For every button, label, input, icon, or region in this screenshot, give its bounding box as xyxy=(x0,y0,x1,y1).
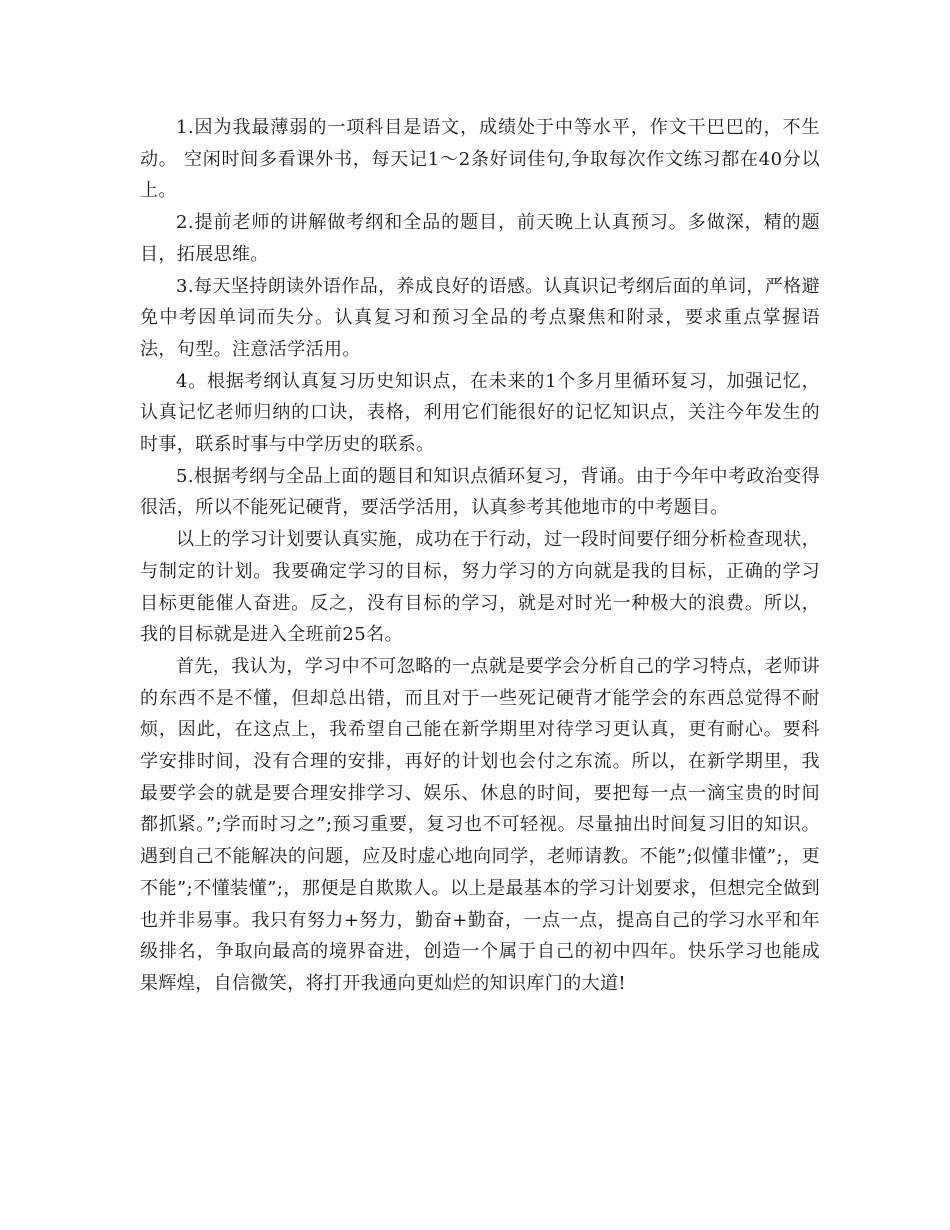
paragraph-5-politics: 5.根据考纲与全品上面的题目和知识点循环复习，背诵。由于今年中考政治变得很活，所以不能死记硬背，要活学活用，认真参考其他地市的中考题目。 xyxy=(140,465,820,519)
paragraph-6-goal: 以上的学习计划要认真实施，成功在于行动，过一段时间要仔细分析检查现状，与制定的计划。我要确定学习的目标，努力学习的方向就是我的目标，正确的学习目标更能催人奋进。反之，没有目标的学习，就是对时光一种极大的浪费。所以，我的目标就是进入全班前25名。 xyxy=(140,529,820,646)
paragraph-7-method: 首先，我认为，学习中不可忽略的一点就是要学会分析自己的学习特点，老师讲的东西不是不懂，但却总出错，而且对于一些死记硬背才能学会的东西总觉得不耐烦，因此，在这点上，我希望自己能在新学期里对待学习更认真，更有耐心。要科学安排时间，没有合理的安排，再好的计划也会付之东流。所以，在新学期里，我最要学会的就是要合理安排学习、娱乐、休息的时间，要把每一点一滴宝贵的时间都抓紧。”;学而时习之”;预习重要，复习也不可轻视。尽量抽出时间复习旧的知识。遇到自己不能解决的问题，应及时虚心地向同学，老师请教。不能”;似懂非懂”;，更不能”;不懂装懂”;，那便是自欺欺人。以上是最基本的学习计划要求，但想完全做到也并非易事。我只有努力+努力，勤奋+勤奋，一点一点，提高自己的学习水平和年级排名，争取向最高的境界奋进，创造一个属于自己的初中四年。快乐学习也能成果辉煌，自信微笑，将打开我通向更灿烂的知识库门的大道! xyxy=(140,655,820,994)
paragraph-3-english: 3.每天坚持朗读外语作品，养成良好的语感。认真识记考纲后面的单词，严格避免中考因单词而失分。认真复习和预习全品的考点聚焦和附录，要求重点掌握语法，句型。注意活学活用。 xyxy=(140,275,820,360)
document-body xyxy=(140,112,820,1000)
paragraph-1-chinese: 1.因为我最薄弱的一项科目是语文，成绩处于中等水平，作文干巴巴的，不生动。 空闲时间多看课外书，每天记1～2条好词佳句,争取每次作文练习都在40分以上。 xyxy=(140,117,820,202)
paragraph-4-history: 4。根据考纲认真复习历史知识点，在未来的1个多月里循环复习，加强记忆，认真记忆老师归纳的口诀，表格，利用它们能很好的记忆知识点，关注今年发生的时事，联系时事与中学历史的联系。 xyxy=(140,370,820,456)
paragraph-2-math: 2.提前老师的讲解做考纲和全品的题目，前天晚上认真预习。多做深，精的题目，拓展思维。 xyxy=(140,212,820,265)
